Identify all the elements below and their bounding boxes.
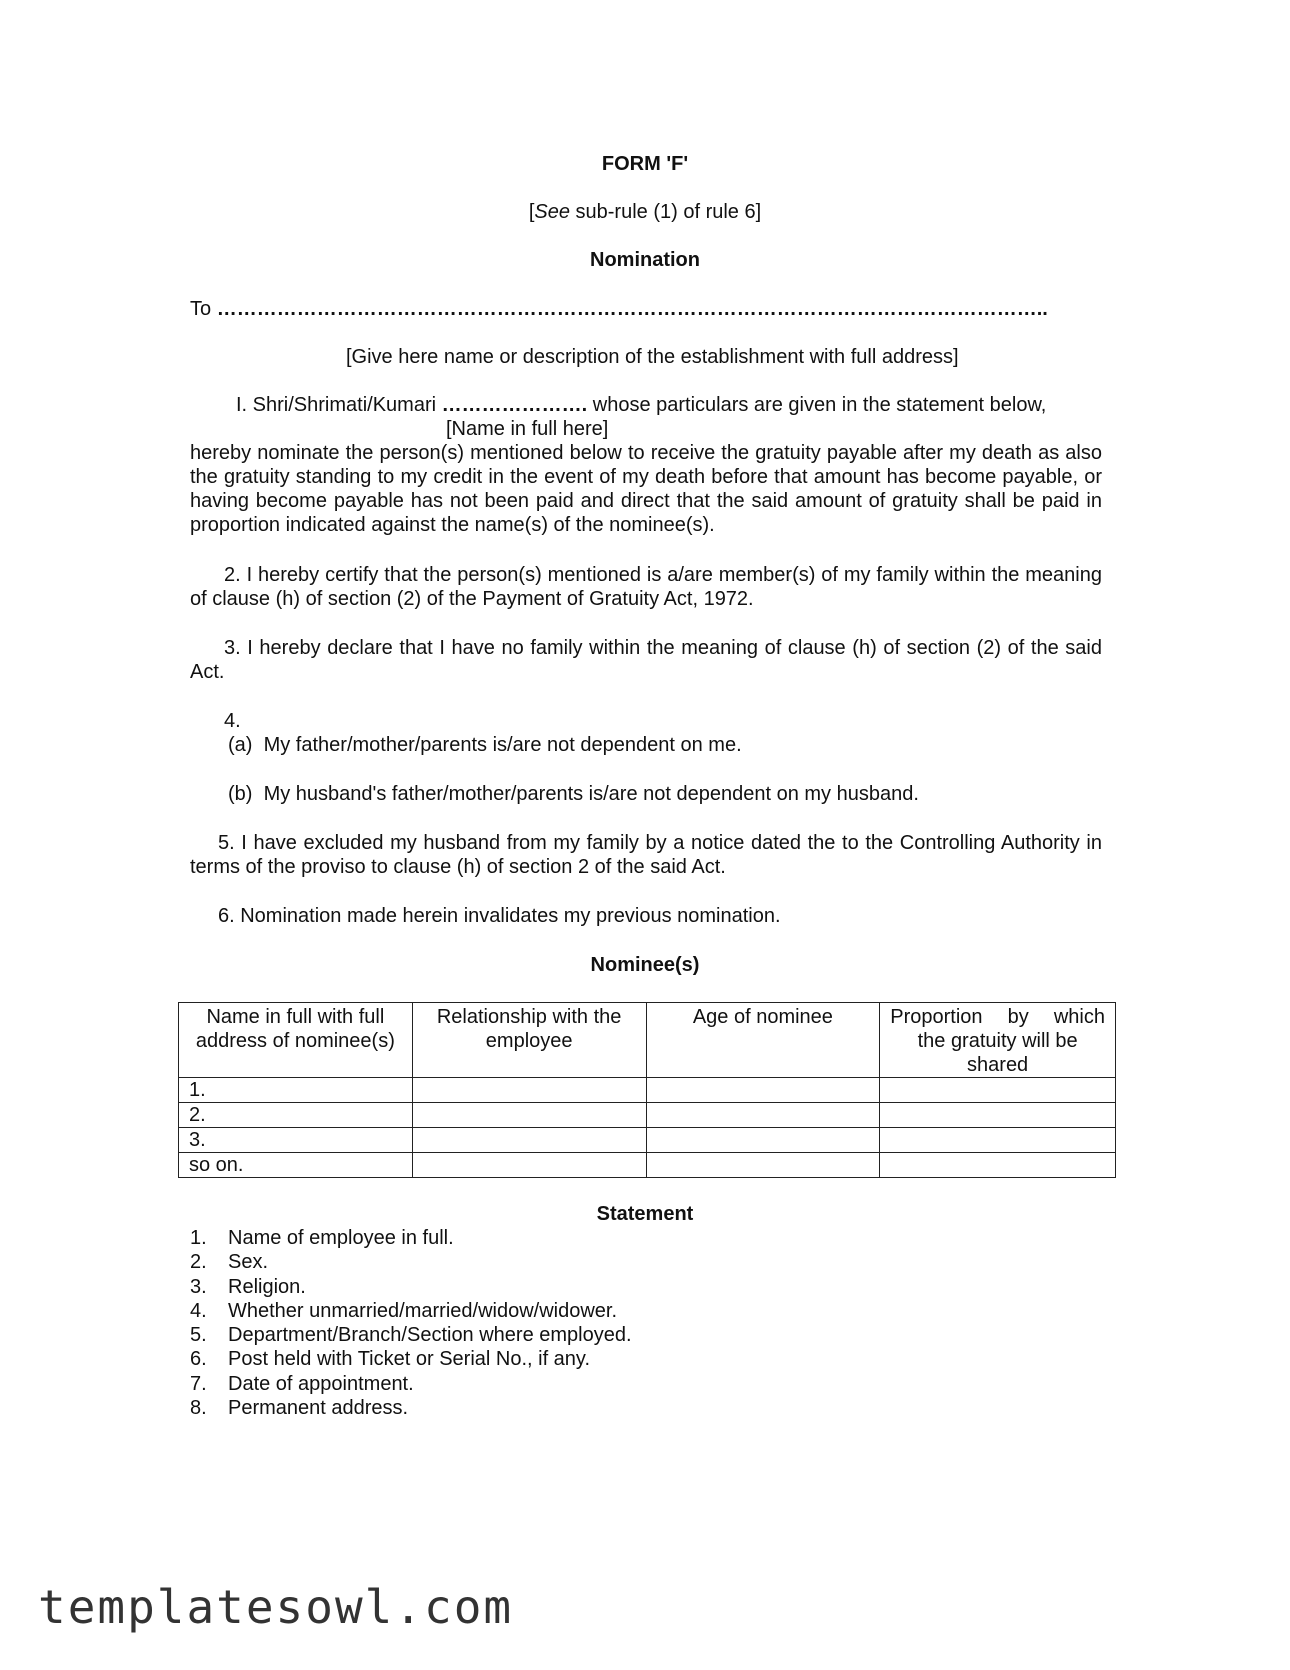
header-name-address [179,1003,413,1078]
paragraph-4b-text: My husband's father/mother/parents is/are not dependent on my husband. [263,783,919,805]
paragraph-1: hereby nominate the person(s) mentioned below to receive the gratuity payable after my death as also the gratuity standing to my credit in the event of my death before that amount has become payable, or having become payable has not been paid and direct that the said amount of gratuity shall be paid in proportion indicated against the name(s) of the nominee(s). [190,442,1102,536]
declarant-name-dots: …………………. [441,394,588,416]
header-name-line-1: Name in full with full [206,1006,385,1028]
item-text: Name of employee in full. [228,1227,454,1249]
nominee-relationship-cell[interactable] [412,1078,646,1103]
paragraph-6: 6. Nomination made herein invalidates my previous nomination. [218,905,781,927]
header-proportion [880,1003,1116,1078]
nominee-proportion-cell[interactable] [880,1078,1116,1103]
paragraph-4b [228,782,919,806]
nominee-proportion-cell[interactable] [880,1128,1116,1153]
subrule-see: See [534,201,570,223]
header-name-line-2: address of nominee(s) [195,1030,395,1052]
subrule-rest: sub-rule (1) of rule 6] [569,201,762,223]
list-item [190,1275,632,1299]
item-number: 8. [190,1397,207,1420]
nomination-heading: Nomination [590,249,700,271]
nominee-relationship-cell[interactable] [412,1103,646,1128]
item-number: 3. [190,1275,207,1298]
list-item [190,1347,632,1371]
list-item [190,1299,632,1323]
form-title: FORM 'F' [601,153,689,175]
to-label: To [190,298,212,320]
table-row [179,1153,1116,1178]
paragraph-4a-label: (a) [228,734,253,756]
row-number: 2. [179,1103,413,1128]
nominee-proportion-cell[interactable] [880,1103,1116,1128]
item-text: Religion. [228,1275,306,1298]
to-line [190,297,1048,321]
item-number: 5. [190,1324,207,1347]
header-proportion-line-1: Proportion by which [890,1006,1105,1028]
item-text: Date of appointment. [228,1372,414,1395]
nominee-age-cell[interactable] [646,1128,880,1153]
declarant-prefix: I. Shri/Shrimati/Kumari [236,394,437,416]
item-number: 6. [190,1348,207,1371]
header-proportion-line-3: shared [967,1054,1029,1076]
paragraph-4b-label: (b) [228,783,253,805]
list-item [190,1396,632,1420]
paragraph-3: 3. I hereby declare that I have no family within the meaning of clause (h) of section (2) of the said Act. [190,637,1102,683]
nominee-age-cell[interactable] [646,1078,880,1103]
statement-list [190,1226,632,1420]
paragraph-2: 2. I hereby certify that the person(s) mentioned is a/are member(s) of my family within the meaning of clause (h) of section (2) of the Payment of Gratuity Act, 1972. [190,564,1102,610]
list-item [190,1226,632,1250]
declarant-line [236,393,1046,417]
item-text: Permanent address. [228,1397,409,1420]
item-text: Sex. [228,1251,269,1274]
item-text: Whether unmarried/married/widow/widower. [228,1299,618,1322]
list-item [190,1250,632,1274]
paragraph-5: 5. I have excluded my husband from my family by a notice dated the to the Controlling Authority in terms of the proviso to clause (h) of section 2 of the said Act. [190,832,1102,878]
nominee-proportion-cell[interactable] [880,1153,1116,1178]
header-relationship-line-1: Relationship with the [436,1006,622,1028]
table-row [179,1078,1116,1103]
item-text: Post held with Ticket or Serial No., if any. [228,1348,591,1371]
header-age [646,1003,880,1078]
header-age-text: Age of nominee [692,1006,833,1028]
row-number: so on. [179,1153,413,1178]
nominee-relationship-cell[interactable] [412,1128,646,1153]
paragraph-4a [228,733,742,757]
nominee-age-cell[interactable] [646,1103,880,1128]
subrule-reference [0,200,1290,224]
nominees-table [178,1002,1116,1178]
table-row [179,1103,1116,1128]
statement-heading: Statement [596,1203,694,1225]
subrule-open: [ [528,201,535,223]
header-proportion-line-2: the gratuity will be [917,1030,1078,1052]
list-item [190,1372,632,1396]
item-text: Department/Branch/Section where employed. [228,1324,632,1347]
item-number: 2. [190,1251,207,1274]
item-number: 4. [190,1299,207,1322]
to-dots: …………………………………………………………………………………………………………….. [216,298,1048,320]
paragraph-4a-text: My father/mother/parents is/are not dependent on me. [263,734,742,756]
table-row [179,1128,1116,1153]
header-relationship-line-2: employee [485,1030,573,1052]
nominee-age-cell[interactable] [646,1153,880,1178]
header-relationship [412,1003,646,1078]
nominees-heading: Nominee(s) [590,954,700,976]
paragraph-4-number: 4. [224,710,241,732]
item-number: 7. [190,1372,207,1395]
establishment-note: [Give here name or description of the establishment with full address] [346,346,959,368]
name-in-full-note: [Name in full here] [446,418,609,440]
table-header-row [179,1003,1116,1078]
item-number: 1. [190,1227,207,1249]
row-number: 1. [179,1078,413,1103]
watermark: templatesowl.com [38,1580,514,1634]
row-number: 3. [179,1128,413,1153]
declarant-suffix: whose particulars are given in the statement below, [592,394,1047,416]
list-item [190,1323,632,1347]
nominee-relationship-cell[interactable] [412,1153,646,1178]
